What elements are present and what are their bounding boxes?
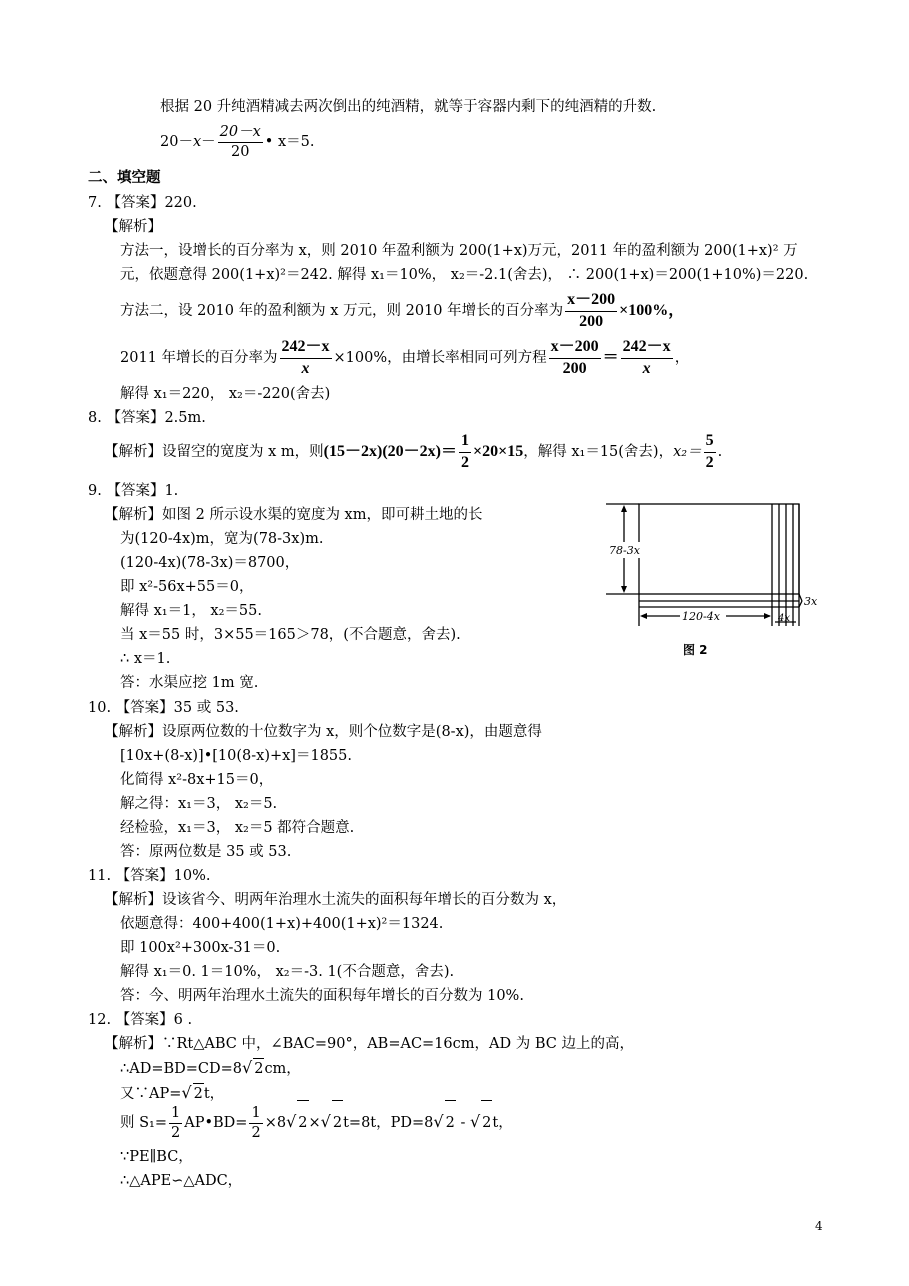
text-line: 为(120-4x)m，宽为(78-3x)m. — [120, 531, 324, 547]
text-line: 【解析】∵Rt△ABC 中，∠BAC=90°，AB=AC=16cm，AD 为 BC 边上的高， — [104, 1036, 634, 1052]
eq-part: 20－ — [160, 134, 193, 150]
eq-part: 又∵AP= — [120, 1086, 182, 1102]
eq-part: cm， — [264, 1061, 301, 1077]
fraction-numerator: x－200 — [565, 291, 617, 311]
fraction-numerator: 20－x — [218, 124, 263, 143]
eq-part: ×20×15 — [472, 443, 524, 460]
fraction-denominator: x — [642, 359, 651, 377]
equation-line — [104, 430, 722, 474]
text-line: 即 100x²+300x-31＝0. — [120, 940, 281, 956]
fraction — [459, 432, 471, 472]
text-line: 答：水渠应挖 1m 宽. — [120, 675, 259, 691]
sqrt-radicand: 2 — [297, 1100, 308, 1145]
fraction — [218, 124, 263, 160]
text-line: 元，依题意得 200(1+x)²＝242. 解得 x₁＝10%， x₂＝-2.1(舍去)， ∴ 200(1+x)＝200(1+10%)＝220. — [120, 267, 809, 283]
fraction-denominator: 200 — [562, 359, 587, 377]
fraction-denominator: 20 — [230, 143, 250, 160]
eq-part: 方法二，设 2010 年的盈利额为 x 万元，则 2010 年增长的百分率为 — [120, 303, 564, 319]
text-line: 解得 x₁＝0. 1＝10%， x₂＝-3. 1(不合题意，舍去). — [120, 964, 455, 980]
text-line: 解得 x₁＝220， x₂＝-220(舍去) — [120, 386, 331, 402]
answer-line: 9. 【答案】1. — [88, 483, 179, 499]
eq-part: - — [455, 1115, 470, 1131]
text-line: 【解析】设该省今、明两年治理水土流失的面积每年增长的百分数为 x， — [104, 892, 567, 908]
fraction — [565, 291, 617, 331]
answer-line: 8. 【答案】2.5m. — [88, 410, 206, 426]
eq-part: ，解得 x₁＝15(舍去)， — [523, 444, 674, 460]
figure-label-right: 3x — [804, 595, 818, 608]
eq-part: 则 S₁= — [120, 1115, 168, 1131]
eq-part: ×100%， — [619, 302, 685, 319]
sqrt-radicand: 2 — [445, 1100, 456, 1145]
sqrt-radicand: 2 — [253, 1058, 264, 1079]
analysis-label: 【解析】 — [104, 219, 162, 235]
eq-part: ∴AD=BD=CD=8 — [120, 1061, 242, 1077]
page-number: 4 — [815, 1219, 823, 1233]
figure-label-bottom: 4x — [778, 613, 791, 624]
fraction-numerator: 242－x — [621, 338, 673, 358]
fraction-numerator: 1 — [249, 1105, 262, 1124]
fraction-denominator: 2 — [251, 1124, 261, 1141]
text-line: 方法一，设增长的百分率为 x，则 2010 年盈利额为 200(1+x)万元，2011 年的盈利额为 200(1+x)² 万 — [120, 243, 798, 259]
text-line: 解得 x₁＝1， x₂＝55. — [120, 603, 262, 619]
text-line: ∵PE∥BC， — [120, 1149, 193, 1165]
fraction-numerator: 1 — [169, 1105, 182, 1124]
fraction-denominator: 200 — [579, 312, 604, 330]
text-line: ∴ x＝1. — [120, 651, 171, 667]
eq-part: • x＝5. — [264, 134, 315, 150]
eq-part: t=8t，PD=8 — [343, 1115, 434, 1131]
text-line: 【解析】如图 2 所示设水渠的宽度为 xm，即可耕土地的长 — [104, 507, 483, 523]
text-line: ∴△APE∽△ADC， — [120, 1173, 243, 1189]
text-line: 化简得 x²-8x+15＝0， — [120, 772, 274, 788]
eq-part: t， — [203, 1086, 225, 1102]
text-line: 解之得：x₁＝3， x₂＝5. — [120, 796, 278, 812]
fraction-denominator: x — [301, 359, 310, 377]
text-line: ∴AD=BD=CD=8√ 2cm， — [120, 1058, 301, 1077]
sqrt-radicand: 2 — [332, 1100, 343, 1145]
eq-part: . — [717, 444, 723, 460]
text-line: 根据 20 升纯酒精减去两次倒出的纯酒精，就等于容器内剩下的纯酒精的升数. — [160, 99, 657, 115]
eq-part: ， — [674, 350, 690, 366]
answer-line: 10. 【答案】35 或 53. — [88, 700, 239, 716]
fraction — [704, 432, 716, 472]
fraction — [549, 338, 601, 378]
eq-part: AP•BD= — [184, 1115, 248, 1131]
eq-part: (15－2x)(20－2x)＝ — [323, 443, 457, 460]
eq-part: － — [201, 134, 216, 150]
fraction — [169, 1105, 182, 1141]
eq-part: 【解析】设留空的宽度为 x m，则 — [104, 444, 324, 460]
answer-line: 12. 【答案】6 . — [88, 1012, 193, 1028]
text-line: [10x+(8-x)]•[10(8-x)+x]＝1855. — [120, 748, 352, 764]
figure-label-width: 120-4x — [682, 610, 720, 623]
figure-label-height: 78-3x — [609, 544, 640, 557]
figure-caption: 图 2 — [683, 643, 708, 657]
text-line: 依题意得：400+400(1+x)+400(1+x)²＝1324. — [120, 916, 444, 932]
eq-part: ×100%，由增长率相同可列方程 — [333, 350, 547, 366]
text-line: 答：原两位数是 35 或 53. — [120, 844, 292, 860]
fraction-numerator: x－200 — [549, 338, 601, 358]
text-line: 当 x＝55 时，3×55＝165＞78，(不合题意，舍去). — [120, 627, 461, 643]
eq-part: 2011 年增长的百分率为 — [120, 350, 278, 366]
text-line: 经检验，x₁＝3， x₂＝5 都符合题意. — [120, 820, 355, 836]
equation-line: 则 S₁= $\frac{1}{2}$ AP•BD= $\frac{1}{2}$ ×8√ 2×√ 2t=8t，PD=8√ 2 - √ 2t， — [120, 1100, 513, 1145]
equation-line — [120, 337, 689, 379]
text-line: 即 x²-56x+55＝0， — [120, 579, 254, 595]
fraction — [249, 1105, 262, 1141]
answer-line: 11. 【答案】10%. — [88, 868, 211, 884]
eq-part: ＝ — [602, 349, 619, 366]
sqrt-radicand: 2 — [193, 1083, 204, 1104]
equation-line — [160, 122, 314, 162]
eq-part: t， — [492, 1115, 513, 1131]
fraction — [280, 338, 332, 378]
text-line: (120-4x)(78-3x)＝8700， — [120, 555, 300, 571]
text-line: 又∵AP=√ 2t， — [120, 1083, 225, 1102]
eq-part: × — [308, 1115, 321, 1131]
fraction-denominator: 2 — [171, 1124, 181, 1141]
eq-var: x — [192, 134, 202, 150]
eq-part: x₂＝ — [673, 444, 702, 460]
eq-part: ×8 — [264, 1115, 287, 1131]
text-line: 答：今、明两年治理水土流失的面积每年增长的百分数为 10%. — [120, 988, 524, 1004]
fraction-denominator: 2 — [705, 453, 714, 471]
equation-line — [120, 290, 684, 332]
section-heading: 二、填空题 — [88, 170, 161, 186]
fraction — [621, 338, 673, 378]
answer-line: 7. 【答案】220. — [88, 195, 197, 211]
fraction-denominator: 2 — [460, 453, 469, 471]
figure-2 — [606, 498, 828, 658]
fraction-numerator: 1 — [459, 432, 471, 452]
text-line: 【解析】设原两位数的十位数字为 x，则个位数字是(8-x)，由题意得 — [104, 724, 542, 740]
sqrt-radicand: 2 — [481, 1100, 492, 1145]
fraction-numerator: 242－x — [280, 338, 332, 358]
fraction-numerator: 5 — [704, 432, 716, 452]
